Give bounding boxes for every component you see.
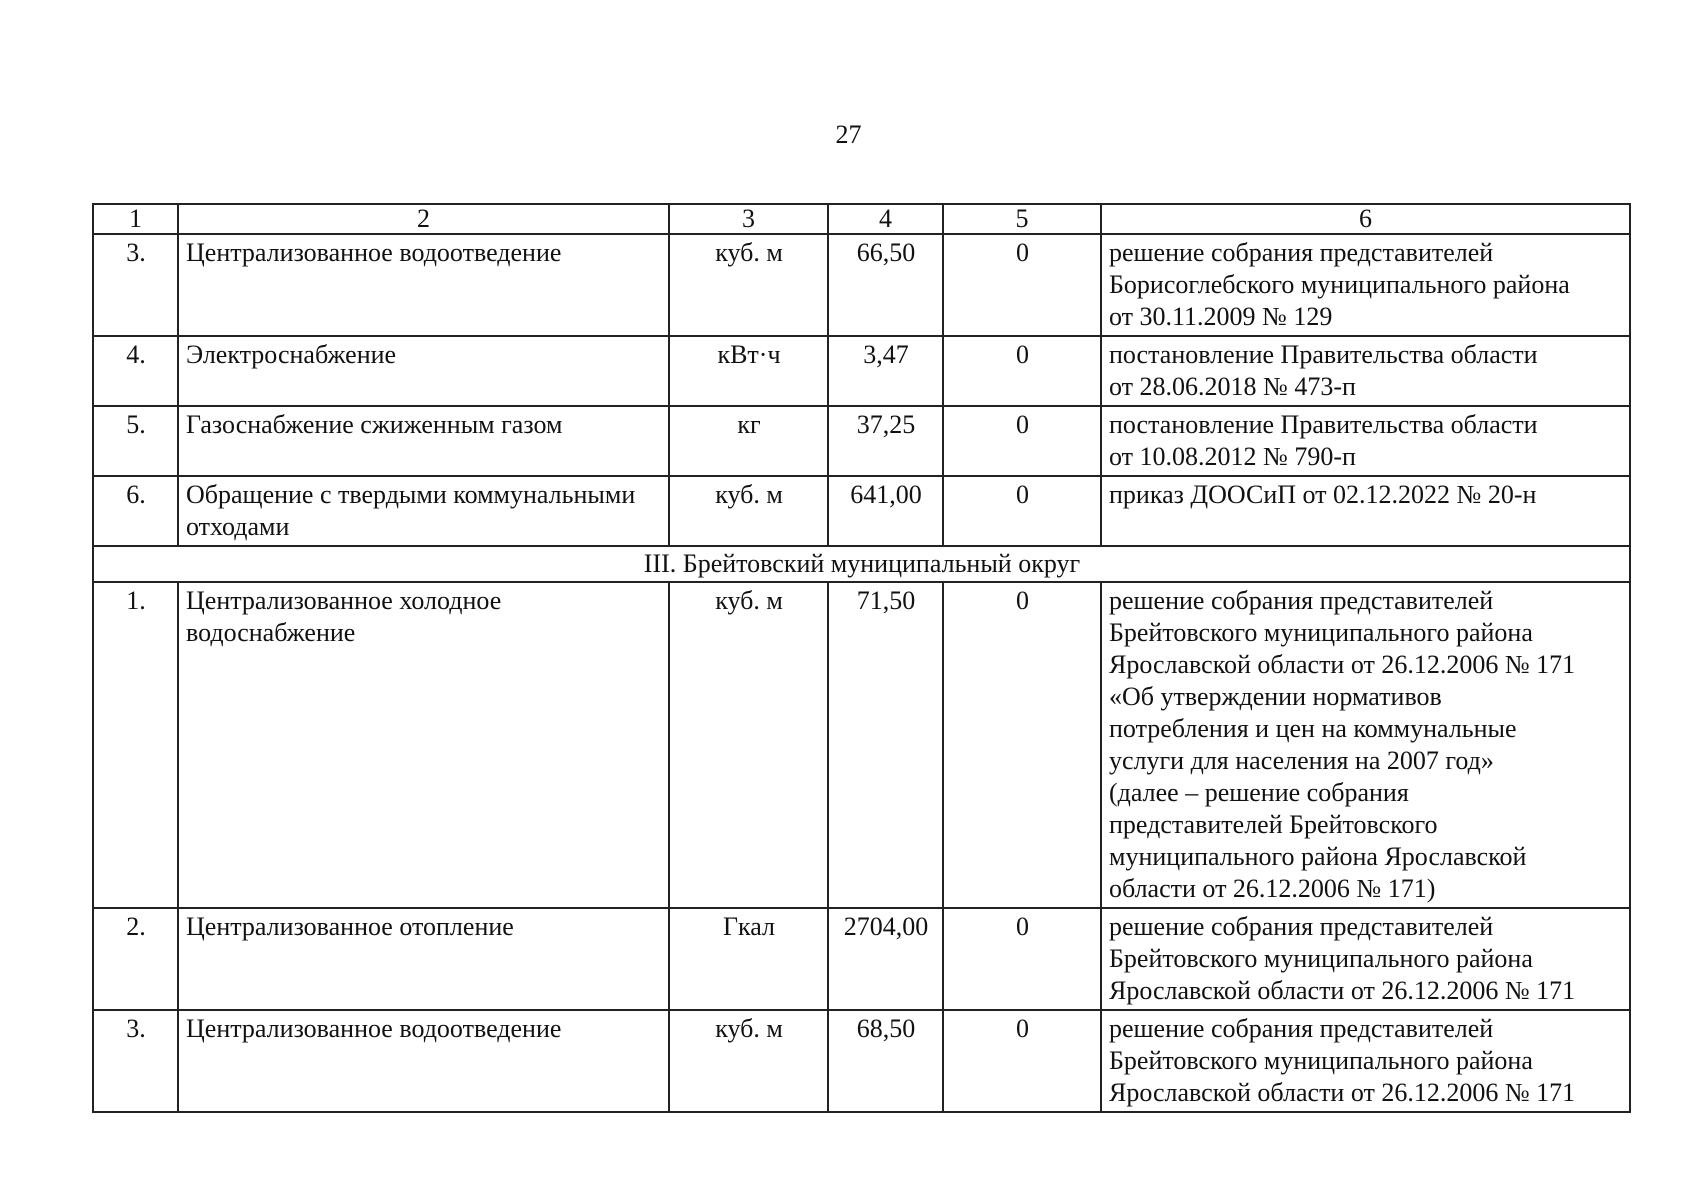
legal-basis-line: решение собрания представителей [1109,238,1494,267]
value-cell: 0 [943,582,1101,908]
service-name: Обращение с твердыми коммунальными отходами [178,476,669,546]
table-row [93,476,1630,546]
legal-basis-line: постановление Правительства области [1109,340,1538,369]
service-name: Электроснабжение [178,336,669,406]
legal-basis-line: решение собрания представителей [1109,912,1494,941]
norm-value: 71,50 [828,582,943,908]
unit-cell: кВт·ч [669,336,828,406]
row-number: 6. [93,476,178,546]
legal-basis-line: области от 26.12.2006 № 171) [1109,874,1436,903]
header-cell: 4 [828,204,943,234]
legal-basis-line: (далее – решение собрания [1109,778,1409,807]
norm-value: 2704,00 [828,908,943,1010]
unit-cell: кг [669,406,828,476]
legal-basis-line: от 10.08.2012 № 790-п [1109,442,1356,471]
legal-basis [1101,1010,1630,1112]
legal-basis-line: решение собрания представителей [1109,1014,1494,1043]
row-number: 3. [93,1010,178,1112]
legal-basis [1101,336,1630,406]
legal-basis-line: постановление Правительства области [1109,410,1538,439]
section-title: III. Брейтовский муниципальный округ [93,546,1630,582]
value-cell: 0 [943,406,1101,476]
legal-basis-line: Ярославской области от 26.12.2006 № 171 [1109,976,1576,1005]
table-row [93,406,1630,476]
legal-basis-line: услуги для населения на 2007 год» [1109,746,1494,775]
legal-basis-line: потребления и цен на коммунальные [1109,714,1517,743]
table-row [93,234,1630,336]
legal-basis [1101,476,1630,546]
norm-value: 641,00 [828,476,943,546]
norm-value: 68,50 [828,1010,943,1112]
service-name: Централизованное водоотведение [178,234,669,336]
legal-basis-line: Брейтовского муниципального района [1109,1046,1533,1075]
row-number: 2. [93,908,178,1010]
value-cell: 0 [943,476,1101,546]
legal-basis-line: Ярославской области от 26.12.2006 № 171 [1109,650,1576,679]
legal-basis [1101,582,1630,908]
header-cell: 1 [93,204,178,234]
legal-basis-line: Борисоглебского муниципального района [1109,270,1570,299]
table-row [93,1010,1630,1112]
service-name: Централизованное водоотведение [178,1010,669,1112]
row-number: 5. [93,406,178,476]
unit-cell: куб. м [669,1010,828,1112]
table-row [93,336,1630,406]
legal-basis-line: Брейтовского муниципального района [1109,618,1533,647]
legal-basis-line: от 30.11.2009 № 129 [1109,302,1333,331]
row-number: 4. [93,336,178,406]
legal-basis-line: Ярославской области от 26.12.2006 № 171 [1109,1078,1576,1107]
unit-cell: куб. м [669,582,828,908]
header-cell: 2 [178,204,669,234]
legal-basis-line: решение собрания представителей [1109,586,1494,615]
legal-basis [1101,908,1630,1010]
value-cell: 0 [943,336,1101,406]
value-cell: 0 [943,1010,1101,1112]
norm-value: 37,25 [828,406,943,476]
tariff-table [92,203,1631,1113]
section-row [93,546,1630,582]
legal-basis-line: муниципального района Ярославской [1109,842,1527,871]
header-row [93,204,1630,234]
header-cell: 3 [669,204,828,234]
legal-basis-line: приказ ДООСиП от 02.12.2022 № 20-н [1109,480,1537,509]
row-number: 1. [93,582,178,908]
unit-cell: Гкал [669,908,828,1010]
legal-basis-line: от 28.06.2018 № 473-п [1109,372,1356,401]
header-cell: 6 [1101,204,1630,234]
norm-value: 3,47 [828,336,943,406]
table-row [93,582,1630,908]
table-row [93,908,1630,1010]
legal-basis-line: представителей Брейтовского [1109,810,1438,839]
value-cell: 0 [943,908,1101,1010]
unit-cell: куб. м [669,476,828,546]
norm-value: 66,50 [828,234,943,336]
service-name: Централизованное холодное водоснабжение [178,582,669,908]
legal-basis-line: «Об утверждении нормативов [1109,682,1442,711]
unit-cell: куб. м [669,234,828,336]
service-name: Централизованное отопление [178,908,669,1010]
value-cell: 0 [943,234,1101,336]
legal-basis [1101,234,1630,336]
service-name: Газоснабжение сжиженным газом [178,406,669,476]
row-number: 3. [93,234,178,336]
legal-basis [1101,406,1630,476]
header-cell: 5 [943,204,1101,234]
page-number: 27 [835,120,862,149]
legal-basis-line: Брейтовского муниципального района [1109,944,1533,973]
